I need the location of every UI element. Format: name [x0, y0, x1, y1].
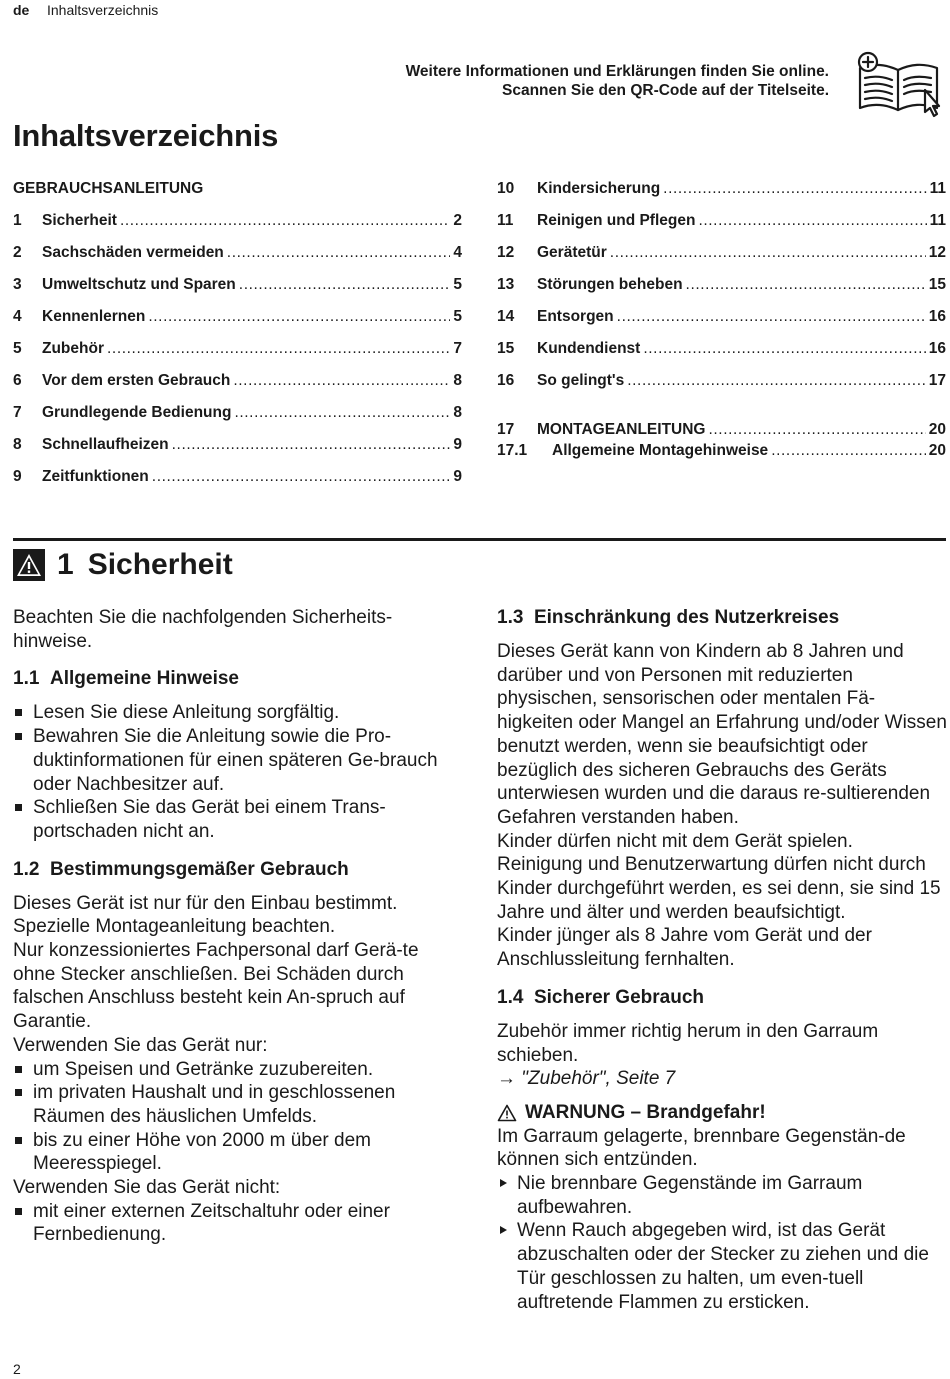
toc-heading: GEBRAUCHSANLEITUNG	[13, 180, 204, 197]
toc-label: Grundlegende Bedienung	[42, 404, 232, 421]
toc-page: 16	[928, 340, 946, 357]
toc-leader	[239, 276, 451, 294]
book-info-icon	[855, 50, 945, 120]
subsection-number: 1.2	[13, 858, 40, 880]
subsection-heading-1-3	[497, 606, 947, 630]
toc-leader	[686, 276, 926, 294]
not-use-list	[13, 1200, 463, 1247]
paragraph: Dieses Gerät kann von Kindern ab 8 Jahren und darüber und von Personen mit reduzierten physischen, sensorischen oder mentalen Fä-higkeiten oder Mangel an Erfahrung und/oder Wissen benutzt werden, wenn sie beaufsichtigt oder bezüglich des sicheren Gebrauchs des Geräts unterwiesen wurden und die daraus re-sultierenden Gefahren verstanden haben.	[497, 641, 947, 828]
list-item: bis zu einer Höhe von 2000 m über dem Meeresspiegel.	[13, 1129, 463, 1176]
action-item: Nie brennbare Gegenstände im Garraum aufbewahren.	[497, 1172, 947, 1219]
toc-leader	[152, 468, 451, 486]
subsection-title: Sicherer Gebrauch	[533, 986, 705, 1008]
toc-label: MONTAGEANLEITUNG	[537, 421, 706, 438]
warning-text: Im Garraum gelagerte, brennbare Gegenstän-de können sich entzünden.	[497, 1125, 906, 1171]
toc-leader	[234, 404, 450, 422]
toc-entry[interactable]	[13, 308, 462, 328]
paragraph: Dieses Gerät ist nur für den Einbau bestimmt. Spezielle Montageanleitung beachten.	[13, 892, 398, 938]
toc-entry[interactable]	[13, 340, 462, 360]
toc-label: Vor dem ersten Gebrauch	[42, 372, 231, 389]
toc-num: 15	[497, 340, 515, 357]
list-item: mit einer externen Zeitschaltuhr oder einer Fernbedienung.	[13, 1200, 463, 1247]
toc-entry[interactable]	[497, 244, 946, 264]
toc-leader	[172, 436, 451, 454]
toc-num: 17.1	[497, 442, 528, 459]
toc-page: 5	[453, 276, 462, 293]
toc-entry[interactable]	[497, 442, 946, 462]
toc-entry[interactable]	[13, 244, 462, 264]
toc-page: 15	[928, 276, 946, 293]
toc-page: 16	[928, 308, 946, 325]
toc-page: 2	[453, 212, 462, 229]
toc-label: Umweltschutz und Sparen	[42, 276, 236, 293]
subsection-title: Bestimmungsgemäßer Gebrauch	[49, 858, 349, 880]
toc-page: 8	[453, 404, 462, 421]
paragraph: Verwenden Sie das Gerät nur:	[13, 1034, 268, 1056]
subsection-heading-1-1	[13, 667, 463, 691]
warning-actions-list	[497, 1172, 947, 1314]
toc-num: 16	[497, 372, 515, 389]
use-list	[13, 1058, 463, 1177]
toc-leader	[663, 180, 926, 198]
list-item: Schließen Sie das Gerät bei einem Trans-portschaden nicht an.	[13, 796, 463, 843]
toc-page: 8	[453, 372, 462, 389]
toc-entry[interactable]	[497, 212, 946, 232]
toc-page: 20	[928, 421, 946, 438]
subsection-number: 1.4	[497, 986, 524, 1008]
toc-label: Gerätetür	[537, 244, 607, 261]
toc-leader	[708, 421, 925, 439]
warning-triangle-icon	[13, 549, 45, 581]
toc-num: 7	[13, 404, 22, 421]
list-item: Bewahren Sie die Anleitung sowie die Pro-duktinformationen für einen späteren Ge-brauch oder Nachbesitzer auf.	[13, 725, 463, 796]
paragraph: Reinigung und Benutzerwartung dürfen nicht durch Kinder durchgeführt werden, es sei denn, sie sind 15 Jahre und älter und werden beaufsichtigt.	[497, 854, 941, 923]
toc-num: 17	[497, 421, 515, 438]
toc-num: 12	[497, 244, 515, 261]
header-section: Inhaltsverzeichnis	[47, 2, 159, 18]
toc-leader	[771, 442, 926, 460]
list-item: im privaten Haushalt und in geschlossenen Räumen des häuslichen Umfelds.	[13, 1081, 463, 1128]
toc-entry[interactable]	[13, 468, 462, 488]
toc-entry[interactable]	[497, 421, 946, 441]
header-language: de	[13, 2, 30, 18]
warning-triangle-icon	[497, 1104, 517, 1122]
toc-page: 12	[928, 244, 946, 261]
toc-entry[interactable]	[497, 276, 946, 296]
toc-num: 13	[497, 276, 515, 293]
toc-label: Allgemeine Montagehinweise	[552, 442, 769, 459]
cross-reference-link[interactable]: → "Zubehör", Seite 7	[497, 1068, 676, 1090]
toc-label: Zeitfunktionen	[42, 468, 149, 485]
toc-leader	[107, 340, 450, 358]
toc-label: Zubehör	[42, 340, 104, 357]
toc-entry[interactable]	[497, 308, 946, 328]
online-info-note	[406, 63, 829, 100]
toc-num: 9	[13, 468, 22, 485]
toc-num: 11	[497, 212, 514, 229]
toc-page: 20	[928, 442, 946, 459]
warning-title: WARNUNG – Brandgefahr!	[525, 1101, 766, 1123]
toc-entry[interactable]	[497, 372, 946, 392]
general-notes-list	[13, 701, 463, 843]
toc-entry[interactable]	[13, 404, 462, 424]
paragraph: Zubehör immer richtig herum in den Garraum schieben.	[497, 1020, 879, 1066]
warning-heading	[497, 1101, 947, 1125]
subsection-title: Einschränkung des Nutzerkreises	[533, 607, 840, 628]
paragraph: Kinder dürfen nicht mit dem Gerät spielen.	[497, 830, 853, 852]
list-item: Lesen Sie diese Anleitung sorgfältig.	[13, 701, 463, 725]
action-item: Wenn Rauch abgegeben wird, ist das Gerät abzuschalten oder der Stecker zu ziehen und die Tür geschlossen zu halten, um even-tuell auftretende Flammen zu ersticken.	[497, 1219, 947, 1314]
paragraph: Nur konzessioniertes Fachpersonal darf Gerä-te ohne Stecker anschließen. Bei Schäden durch falschen Anschluss besteht kein An-spruch auf Garantie.	[13, 940, 419, 1033]
subsection-heading-1-4	[497, 986, 947, 1010]
toc-label: Entsorgen	[537, 308, 614, 325]
paragraph: Verwenden Sie das Gerät nicht:	[13, 1177, 281, 1199]
subsection-heading-1-2	[13, 858, 463, 882]
intro-text: Beachten Sie die nachfolgenden Sicherheits-hinweise.	[13, 607, 393, 652]
toc-num: 1	[13, 212, 22, 229]
toc-page: 11	[929, 212, 946, 229]
toc-label: Sicherheit	[42, 212, 117, 229]
toc-leader	[698, 212, 926, 230]
online-info-line2: Scannen Sie den QR-Code auf der Titelseite.	[501, 81, 829, 99]
toc-num: 2	[13, 244, 22, 261]
toc-label: Schnellaufheizen	[42, 436, 169, 453]
toc-num: 4	[13, 308, 22, 325]
toc-page: 17	[928, 372, 946, 389]
section-divider	[13, 538, 946, 541]
toc-entry[interactable]	[13, 436, 462, 456]
section-heading	[13, 548, 233, 582]
toc-label: Sachschäden vermeiden	[42, 244, 224, 261]
right-column	[497, 606, 947, 1314]
toc-leader	[227, 244, 451, 262]
section-number: 1	[57, 548, 74, 581]
toc-label: Kundendienst	[537, 340, 641, 357]
toc-leader	[627, 372, 926, 390]
toc-page: 5	[453, 308, 462, 325]
toc-page: 11	[929, 180, 946, 197]
toc-num: 10	[497, 180, 515, 197]
toc-label: So gelingt's	[537, 372, 625, 389]
toc-label: Reinigen und Pflegen	[537, 212, 696, 229]
toc-leader	[233, 372, 450, 390]
toc-page: 9	[453, 436, 462, 453]
toc-leader	[120, 212, 450, 230]
left-column	[13, 606, 463, 1247]
toc-entry[interactable]	[497, 180, 946, 200]
toc-leader	[610, 244, 926, 262]
subsection-title: Allgemeine Hinweise	[49, 668, 239, 690]
toc-num: 6	[13, 372, 22, 389]
toc-leader	[617, 308, 926, 326]
toc-entry[interactable]	[13, 372, 462, 392]
toc-label: Störungen beheben	[537, 276, 683, 293]
toc-page: 9	[453, 468, 462, 485]
toc-leader	[148, 308, 450, 326]
toc-num: 8	[13, 436, 22, 453]
subsection-number: 1.1	[13, 668, 40, 690]
toc-label: Kennenlernen	[42, 308, 146, 325]
toc-num: 14	[497, 308, 515, 325]
toc-entry[interactable]	[497, 340, 946, 360]
section-title: Sicherheit	[87, 548, 233, 581]
toc-num: 3	[13, 276, 22, 293]
list-item: um Speisen und Getränke zuzubereiten.	[13, 1058, 463, 1082]
toc-label: Kindersicherung	[537, 180, 661, 197]
toc-entry[interactable]	[13, 276, 462, 296]
toc-num: 5	[13, 340, 22, 357]
subsection-number: 1.3	[497, 607, 524, 628]
page-number: 2	[13, 1361, 21, 1377]
online-info-line1: Weitere Informationen und Erklärungen finden Sie online.	[405, 63, 829, 80]
toc-page: 7	[453, 340, 462, 357]
toc-entry[interactable]	[13, 212, 462, 232]
paragraph: Kinder jünger als 8 Jahre vom Gerät und der Anschlussleitung fernhalten.	[497, 925, 872, 971]
toc-page: 4	[453, 244, 462, 261]
page-title: Inhaltsverzeichnis	[13, 118, 279, 153]
toc-leader	[643, 340, 925, 358]
